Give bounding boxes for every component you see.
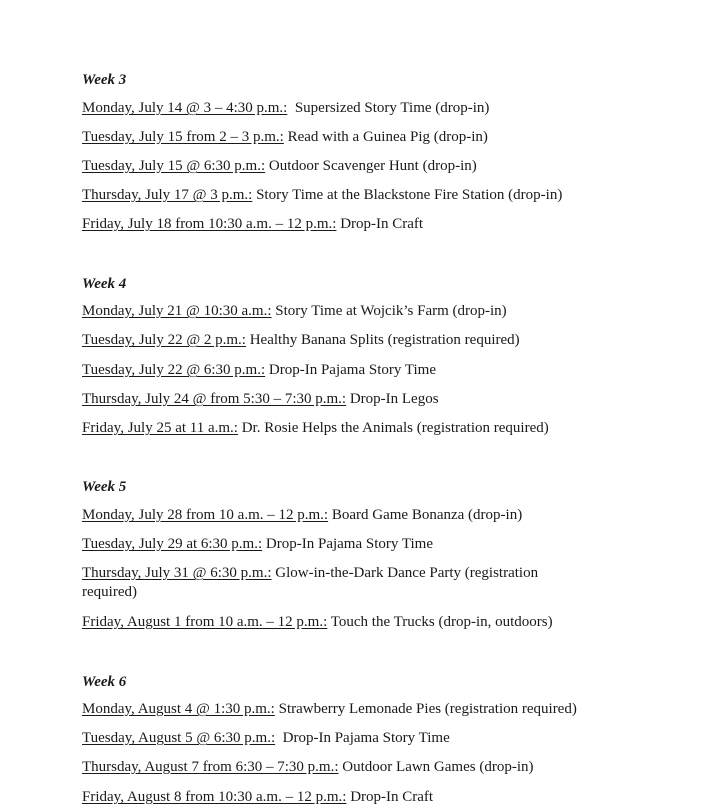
event-date: Tuesday, July 15 from 2 – 3 p.m.: <box>82 129 284 145</box>
event-date: Thursday, July 31 @ 6:30 p.m.: <box>82 565 272 581</box>
event-week3-3 <box>82 157 642 176</box>
event-date: Monday, July 21 @ 10:30 a.m.: <box>82 303 272 319</box>
event-title: Drop-In Pajama Story Time <box>275 730 450 746</box>
week-3-heading: Week 3 <box>82 72 127 88</box>
event-date: Tuesday, July 22 @ 6:30 p.m.: <box>82 362 266 378</box>
event-date: Thursday, July 24 @ from 5:30 – 7:30 p.m.: <box>82 391 347 407</box>
event-week3-2 <box>82 128 642 147</box>
event-week4-4 <box>82 390 642 409</box>
week-4-heading: Week 4 <box>82 276 127 292</box>
event-date: Thursday, July 17 @ 3 p.m.: <box>82 187 253 203</box>
week-6-heading: Week 6 <box>82 674 127 690</box>
event-title: Touch the Trucks (drop-in, outdoors) <box>327 614 553 630</box>
event-week5-3 <box>82 564 582 602</box>
event-title: Glow-in-the-Dark Dance Party (registration required) <box>82 565 539 600</box>
event-title: Outdoor Lawn Games (drop-in) <box>338 759 534 775</box>
event-title: Outdoor Scavenger Hunt (drop-in) <box>265 158 477 174</box>
event-title: Strawberry Lemonade Pies (registration required) <box>274 701 577 717</box>
event-title: Drop-In Craft <box>336 216 424 232</box>
event-week4-1 <box>82 302 642 321</box>
event-week4-5 <box>82 419 642 438</box>
event-date: Friday, July 18 from 10:30 a.m. – 12 p.m.: <box>82 216 337 232</box>
event-week5-1 <box>82 506 642 525</box>
event-title: Supersized Story Time (drop-in) <box>287 100 490 116</box>
event-title: Drop-In Pajama Story Time <box>262 536 433 552</box>
event-week6-4 <box>82 788 642 807</box>
event-title: Drop-In Legos <box>346 391 439 407</box>
event-week3-1 <box>82 99 642 118</box>
event-week4-3 <box>82 361 642 380</box>
event-week3-5 <box>82 215 642 234</box>
event-title: Story Time at Wojcik’s Farm (drop-in) <box>271 303 507 319</box>
event-week4-2 <box>82 331 642 350</box>
event-week5-4 <box>82 613 642 632</box>
event-date: Tuesday, July 15 @ 6:30 p.m.: <box>82 158 266 174</box>
event-title: Drop-In Pajama Story Time <box>265 362 436 378</box>
event-week3-4 <box>82 186 642 205</box>
event-date: Monday, July 14 @ 3 – 4:30 p.m.: <box>82 100 288 116</box>
event-title: Healthy Banana Splits (registration required) <box>245 332 520 348</box>
event-date: Friday, July 25 at 11 a.m.: <box>82 420 238 436</box>
event-title: Dr. Rosie Helps the Animals (registration required) <box>237 420 549 436</box>
event-week6-1 <box>82 700 642 719</box>
event-date: Tuesday, July 22 @ 2 p.m.: <box>82 332 246 348</box>
event-title: Board Game Bonanza (drop-in) <box>328 507 523 523</box>
event-date: Monday, August 4 @ 1:30 p.m.: <box>82 701 275 717</box>
event-date: Friday, August 8 from 10:30 a.m. – 12 p.m.: <box>82 789 347 805</box>
week-5-heading: Week 5 <box>82 479 127 495</box>
event-date: Thursday, August 7 from 6:30 – 7:30 p.m.: <box>82 759 339 775</box>
event-date: Tuesday, July 29 at 6:30 p.m.: <box>82 536 263 552</box>
event-date: Friday, August 1 from 10 a.m. – 12 p.m.: <box>82 614 328 630</box>
event-date: Monday, July 28 from 10 a.m. – 12 p.m.: <box>82 507 329 523</box>
event-week6-3 <box>82 758 642 777</box>
event-week5-2 <box>82 535 642 554</box>
event-title: Read with a Guinea Pig (drop-in) <box>283 129 488 145</box>
event-title: Story Time at the Blackstone Fire Station (drop-in) <box>252 187 563 203</box>
event-date: Tuesday, August 5 @ 6:30 p.m.: <box>82 730 276 746</box>
event-title: Drop-In Craft <box>346 789 434 805</box>
event-week6-2 <box>82 729 642 748</box>
